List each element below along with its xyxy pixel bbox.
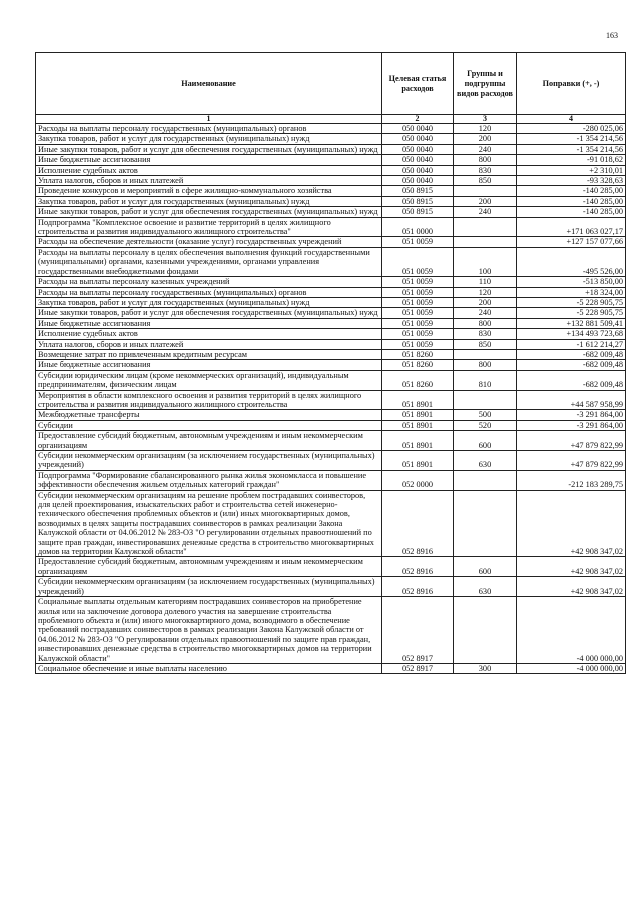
row-target-code: 051 0059 — [382, 297, 454, 307]
row-amount: -212 183 289,75 — [517, 470, 626, 490]
row-name: Проведение конкурсов и мероприятий в сфере жилищно-коммунального хозяйства — [36, 186, 382, 196]
table-body — [36, 124, 626, 674]
row-expense-group: 800 — [454, 318, 517, 328]
row-amount: -140 285,00 — [517, 207, 626, 217]
table-row — [36, 451, 626, 471]
row-target-code: 051 8901 — [382, 451, 454, 471]
row-target-code: 052 8917 — [382, 663, 454, 673]
row-target-code: 051 0059 — [382, 329, 454, 339]
column-number-row — [36, 115, 626, 124]
row-amount: -513 850,00 — [517, 277, 626, 287]
row-expense-group — [454, 490, 517, 557]
table-row — [36, 247, 626, 276]
row-name: Расходы на обеспечение деятельности (оказание услуг) государственных учреждений — [36, 237, 382, 247]
row-amount: -5 228 905,75 — [517, 297, 626, 307]
table-row — [36, 370, 626, 390]
row-target-code: 051 0059 — [382, 339, 454, 349]
row-expense-group — [454, 186, 517, 196]
column-number: 4 — [517, 115, 626, 124]
row-expense-group: 200 — [454, 196, 517, 206]
row-name: Расходы на выплаты персоналу государственных (муниципальных) органов — [36, 124, 382, 134]
row-expense-group: 240 — [454, 144, 517, 154]
row-amount: -140 285,00 — [517, 196, 626, 206]
row-amount: -1 354 214,56 — [517, 144, 626, 154]
row-name: Субсидии некоммерческим организациям (за исключением государственных (муниципальных) учреждений) — [36, 451, 382, 471]
row-target-code: 050 0040 — [382, 124, 454, 134]
row-name: Мероприятия в области комплексного освоения и развития территорий в целях жилищного строительства и развития индивидуального жилищного строительства — [36, 390, 382, 410]
table-row — [36, 287, 626, 297]
row-target-code: 051 0059 — [382, 318, 454, 328]
row-amount: -682 009,48 — [517, 370, 626, 390]
table-row — [36, 297, 626, 307]
column-number: 1 — [36, 115, 382, 124]
row-name: Предоставление субсидий бюджетным, автономным учреждениям и иным некоммерческим организациям — [36, 431, 382, 451]
table-row — [36, 597, 626, 664]
row-name: Закупка товаров, работ и услуг для государственных (муниципальных) нужд — [36, 297, 382, 307]
row-target-code: 051 0059 — [382, 237, 454, 247]
page-number: 163 — [606, 31, 618, 40]
table-row — [36, 165, 626, 175]
row-amount: +47 879 822,99 — [517, 451, 626, 471]
row-expense-group: 850 — [454, 176, 517, 186]
row-target-code: 051 8901 — [382, 410, 454, 420]
table-row — [36, 490, 626, 557]
row-expense-group: 600 — [454, 557, 517, 577]
row-target-code: 052 0000 — [382, 470, 454, 490]
row-target-code: 052 8916 — [382, 490, 454, 557]
row-amount: +134 493 723,68 — [517, 329, 626, 339]
row-expense-group — [454, 597, 517, 664]
row-amount: +44 587 958,99 — [517, 390, 626, 410]
row-amount: +42 908 347,02 — [517, 490, 626, 557]
row-target-code: 050 0040 — [382, 165, 454, 175]
table-row — [36, 155, 626, 165]
row-target-code: 051 8260 — [382, 360, 454, 370]
table-row — [36, 431, 626, 451]
table-row — [36, 390, 626, 410]
row-amount: -495 526,00 — [517, 247, 626, 276]
table-row — [36, 217, 626, 237]
table-row — [36, 360, 626, 370]
table-row — [36, 349, 626, 359]
row-expense-group: 630 — [454, 577, 517, 597]
column-number: 2 — [382, 115, 454, 124]
row-target-code: 052 8917 — [382, 597, 454, 664]
row-expense-group: 200 — [454, 134, 517, 144]
row-target-code: 051 0059 — [382, 247, 454, 276]
table-row — [36, 176, 626, 186]
row-target-code: 050 0040 — [382, 144, 454, 154]
budget-amendments-table — [35, 52, 626, 674]
row-name: Социальное обеспечение и иные выплаты населению — [36, 663, 382, 673]
row-name: Закупка товаров, работ и услуг для государственных (муниципальных) нужд — [36, 196, 382, 206]
row-expense-group: 800 — [454, 360, 517, 370]
row-name: Иные бюджетные ассигнования — [36, 360, 382, 370]
row-amount: -3 291 864,00 — [517, 420, 626, 430]
row-target-code: 051 8260 — [382, 349, 454, 359]
row-name: Исполнение судебных актов — [36, 329, 382, 339]
row-target-code: 051 0059 — [382, 277, 454, 287]
row-target-code: 051 8260 — [382, 370, 454, 390]
column-number: 3 — [454, 115, 517, 124]
row-expense-group: 100 — [454, 247, 517, 276]
header-name: Наименование — [36, 53, 382, 115]
table-row — [36, 237, 626, 247]
row-name: Иные закупки товаров, работ и услуг для обеспечения государственных (муниципальных) нужд — [36, 144, 382, 154]
row-expense-group: 110 — [454, 277, 517, 287]
row-target-code: 051 8901 — [382, 431, 454, 451]
row-expense-group: 600 — [454, 431, 517, 451]
row-amount: +42 908 347,02 — [517, 557, 626, 577]
header-target-article: Целевая статья расходов — [382, 53, 454, 115]
row-target-code: 052 8916 — [382, 557, 454, 577]
row-expense-group: 500 — [454, 410, 517, 420]
row-amount: -682 009,48 — [517, 349, 626, 359]
table-row — [36, 420, 626, 430]
row-target-code: 051 0059 — [382, 308, 454, 318]
row-name: Межбюджетные трансферты — [36, 410, 382, 420]
row-name: Возмещение затрат по привлеченным кредитным ресурсам — [36, 349, 382, 359]
table-header-row — [36, 53, 626, 115]
row-name: Субсидии — [36, 420, 382, 430]
row-name: Социальные выплаты отдельным категориям пострадавших соинвесторов на приобретение жилья или на заключение договора долевого участия на завершение строительства проблемного объекта и (или) иного многоквартирного дома, возводимого в обеспечение требований пострадавших соинвесторов в рамках реализации Закона Калужской области от 04.06.2012 № 283-ОЗ "О регулировании отдельных правоотношений по защите прав граждан, инвестировавших денежные средства в строительство многоквартирных домов на территории Калужской области" — [36, 597, 382, 664]
row-target-code: 050 8915 — [382, 207, 454, 217]
row-expense-group: 850 — [454, 339, 517, 349]
row-amount: -5 228 905,75 — [517, 308, 626, 318]
row-expense-group: 830 — [454, 165, 517, 175]
row-amount: -1 354 214,56 — [517, 134, 626, 144]
row-target-code: 050 0040 — [382, 155, 454, 165]
row-name: Закупка товаров, работ и услуг для государственных (муниципальных) нужд — [36, 134, 382, 144]
row-target-code: 050 8915 — [382, 186, 454, 196]
row-name: Уплата налогов, сборов и иных платежей — [36, 339, 382, 349]
row-name: Предоставление субсидий бюджетным, автономным учреждениям и иным некоммерческим организациям — [36, 557, 382, 577]
row-name: Иные бюджетные ассигнования — [36, 155, 382, 165]
header-amendments: Поправки (+, -) — [517, 53, 626, 115]
row-amount: -1 612 214,27 — [517, 339, 626, 349]
row-amount: +171 063 027,17 — [517, 217, 626, 237]
row-amount: -4 000 000,00 — [517, 663, 626, 673]
row-target-code: 050 8915 — [382, 196, 454, 206]
table-row — [36, 308, 626, 318]
table-row — [36, 124, 626, 134]
row-target-code: 051 8901 — [382, 420, 454, 430]
row-expense-group: 800 — [454, 155, 517, 165]
header-expense-groups: Группы и подгруппы видов расходов — [454, 53, 517, 115]
row-expense-group: 120 — [454, 287, 517, 297]
row-target-code: 052 8916 — [382, 577, 454, 597]
row-expense-group — [454, 349, 517, 359]
row-target-code: 051 8901 — [382, 390, 454, 410]
row-name: Расходы на выплаты персоналу в целях обеспечения выполнения функций государственными (муниципальными) органами, казенными учреждениями, органами управления государственными внебюджетными фондами — [36, 247, 382, 276]
row-name: Субсидии юридическим лицам (кроме некоммерческих организаций), индивидуальным предпринимателям, физическим лицам — [36, 370, 382, 390]
row-expense-group: 240 — [454, 207, 517, 217]
row-expense-group: 830 — [454, 329, 517, 339]
table-row — [36, 470, 626, 490]
row-target-code: 051 0000 — [382, 217, 454, 237]
row-amount: +132 881 509,41 — [517, 318, 626, 328]
row-name: Иные бюджетные ассигнования — [36, 318, 382, 328]
table-row — [36, 329, 626, 339]
row-target-code: 050 0040 — [382, 134, 454, 144]
table-row — [36, 134, 626, 144]
row-amount: -3 291 864,00 — [517, 410, 626, 420]
row-name: Иные закупки товаров, работ и услуг для обеспечения государственных (муниципальных) нужд — [36, 207, 382, 217]
row-amount: -140 285,00 — [517, 186, 626, 196]
table-row — [36, 144, 626, 154]
row-amount: -93 328,63 — [517, 176, 626, 186]
row-name: Уплата налогов, сборов и иных платежей — [36, 176, 382, 186]
row-expense-group: 810 — [454, 370, 517, 390]
table-row — [36, 186, 626, 196]
row-amount: +2 310,01 — [517, 165, 626, 175]
row-name: Субсидии некоммерческим организациям на решение проблем пострадавших соинвесторов, для целей проектирования, изыскательских работ и строительства сетей инженерно-технического обеспечения проблемных объектов и (или) иных многоквартирных домов, возводимых в целях защиты пострадавших соинвесторов в рамках реализации Закона Калужской области от 04.06.2012 № 283-ОЗ "О регулировании отдельных правоотношений по защите прав граждан, инвестировавших денежные средства в строительство многоквартирных домов на территории Калужской области" — [36, 490, 382, 557]
table-row — [36, 339, 626, 349]
table-row — [36, 577, 626, 597]
row-amount: +47 879 822,99 — [517, 431, 626, 451]
row-name: Расходы на выплаты персоналу государственных (муниципальных) органов — [36, 287, 382, 297]
row-expense-group — [454, 217, 517, 237]
table-row — [36, 663, 626, 673]
table-row — [36, 318, 626, 328]
row-name: Иные закупки товаров, работ и услуг для обеспечения государственных (муниципальных) нужд — [36, 308, 382, 318]
row-expense-group — [454, 470, 517, 490]
table-row — [36, 207, 626, 217]
row-expense-group: 520 — [454, 420, 517, 430]
row-amount: -682 009,48 — [517, 360, 626, 370]
row-name: Подпрограмма "Комплексное освоение и развитие территорий в целях жилищного строительства и развития индивидуального жилищного строительства" — [36, 217, 382, 237]
row-expense-group: 200 — [454, 297, 517, 307]
row-expense-group: 630 — [454, 451, 517, 471]
row-name: Исполнение судебных актов — [36, 165, 382, 175]
table-row — [36, 196, 626, 206]
row-target-code: 050 0040 — [382, 176, 454, 186]
row-amount: -280 025,06 — [517, 124, 626, 134]
row-amount: -91 018,62 — [517, 155, 626, 165]
row-target-code: 051 0059 — [382, 287, 454, 297]
row-amount: -4 000 000,00 — [517, 597, 626, 664]
table-row — [36, 277, 626, 287]
table-row — [36, 410, 626, 420]
row-name: Подпрограмма "Формирование сбалансированного рынка жилья экономкласса и повышение эффективности обеспечения жильем отдельных категорий граждан" — [36, 470, 382, 490]
row-expense-group: 240 — [454, 308, 517, 318]
row-expense-group: 300 — [454, 663, 517, 673]
row-amount: +127 157 077,66 — [517, 237, 626, 247]
row-expense-group: 120 — [454, 124, 517, 134]
row-name: Расходы на выплаты персоналу казенных учреждений — [36, 277, 382, 287]
row-name: Субсидии некоммерческим организациям (за исключением государственных (муниципальных) учреждений) — [36, 577, 382, 597]
row-amount: +18 324,00 — [517, 287, 626, 297]
row-expense-group — [454, 390, 517, 410]
row-amount: +42 908 347,02 — [517, 577, 626, 597]
row-expense-group — [454, 237, 517, 247]
table-row — [36, 557, 626, 577]
